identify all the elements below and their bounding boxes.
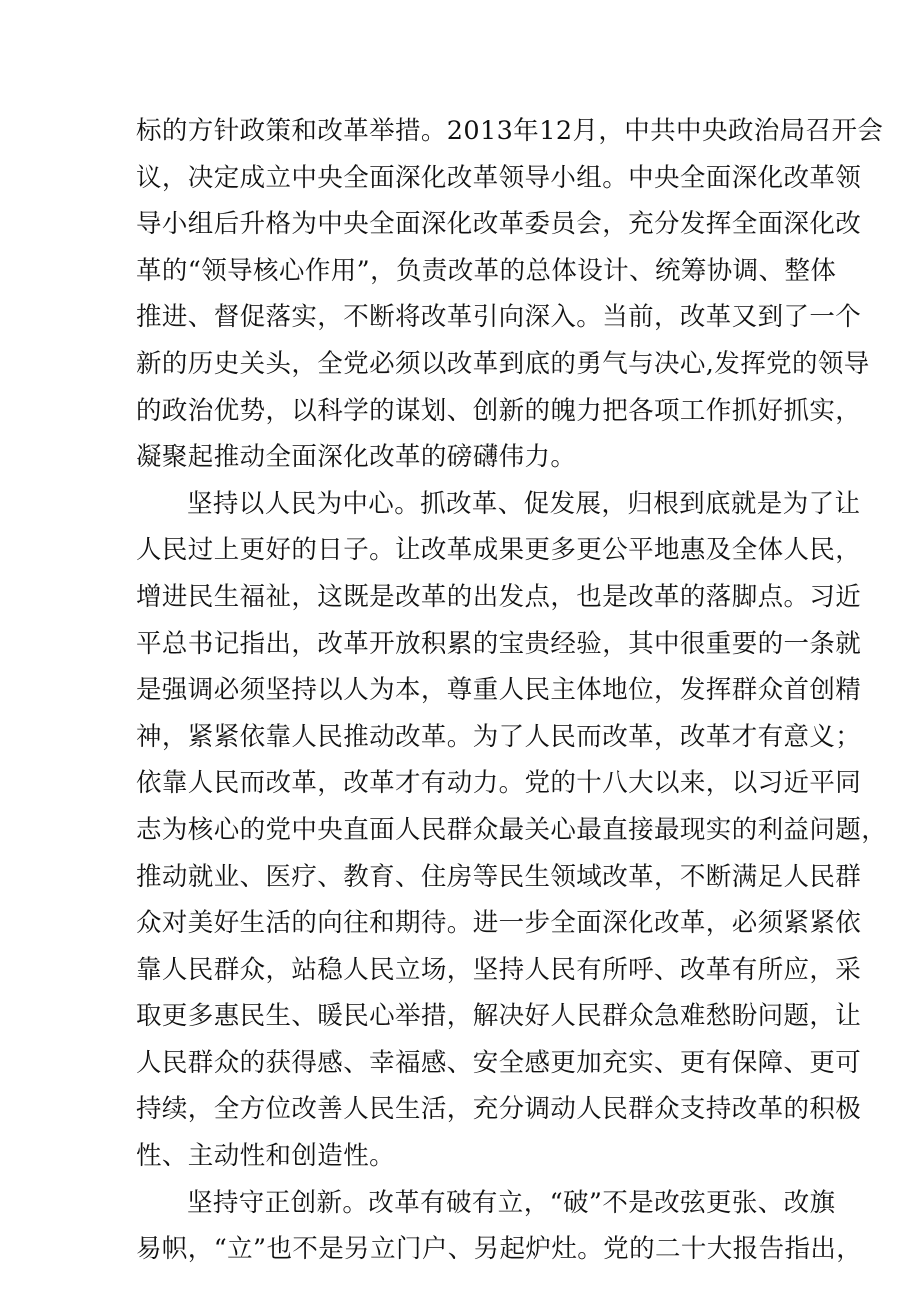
text-line: 坚持以人民为中心。抓改革、促发展，归根到底就是为了让: [187, 488, 861, 519]
text-line: 坚持守正创新。改革有破有立，“破”不是改弦更张、改旗: [187, 1187, 836, 1218]
text-line: 增进民生福祉，这既是改革的出发点，也是改革的落脚点。习近: [136, 581, 862, 612]
text-line: 推动就业、医疗、教育、住房等民生领域改革，不断满足人民群: [136, 861, 862, 892]
text-line: 持续，全方位改善人民生活，充分调动人民群众支持改革的积极: [136, 1094, 862, 1125]
text-line: 取更多惠民生、暖民心举措，解决好人民群众急难愁盼问题，让: [136, 1001, 862, 1032]
text-line: 众对美好生活的向往和期待。进一步全面深化改革，必须紧紧依: [136, 908, 862, 939]
paragraph-1: [136, 108, 884, 481]
text-line: 推进、督促落实，不断将改革引向深入。当前，改革又到了一个: [136, 302, 862, 333]
text-line: 人民群众的获得感、幸福感、安全感更加充实、更有保障、更可: [136, 1047, 862, 1078]
text-line: 是强调必须坚持以人为本，尊重人民主体地位，发挥群众首创精: [136, 675, 862, 706]
text-line: 平总书记指出，改革开放积累的宝贵经验，其中很重要的一条就: [136, 628, 862, 659]
text-line: 议，决定成立中央全面深化改革领导小组。中央全面深化改革领: [136, 162, 862, 193]
text-line: 依靠人民而改革，改革才有动力。党的十八大以来，以习近平同: [136, 768, 862, 799]
text-line: 的政治优势，以科学的谋划、创新的魄力把各项工作抓好抓实，: [136, 395, 862, 426]
text-line: 革的“领导核心作用”，负责改革的总体设计、统筹协调、整体: [136, 255, 837, 286]
paragraph-2: [136, 481, 888, 1180]
text-line: 易帜，“立”也不是另立门户、另起炉灶。党的二十大报告指出，: [136, 1234, 863, 1265]
text-line: 人民过上更好的日子。让改革成果更多更公平地惠及全体人民，: [136, 535, 862, 566]
document-body: [136, 108, 888, 1273]
text-line: 性、主动性和创造性。: [136, 1141, 396, 1172]
text-line: 靠人民群众，站稳人民立场，坚持人民有所呼、改革有所应，采: [136, 954, 862, 985]
paragraph-3: [136, 1180, 863, 1273]
text-line: 标的方针政策和改革举措。2013年12月，中共中央政治局召开会: [136, 116, 884, 146]
text-line: 导小组后升格为中央全面深化改革委员会，充分发挥全面深化改: [136, 209, 862, 240]
text-line: 新的历史关头，全党必须以改革到底的勇气与决心,发挥党的领导: [136, 348, 870, 379]
text-line: 志为核心的党中央直面人民群众最关心最直接最现实的利益问题，: [136, 814, 888, 845]
text-line: 凝聚起推动全面深化改革的磅礴伟力。: [136, 442, 577, 473]
text-line: 神，紧紧依靠人民推动改革。为了人民而改革，改革才有意义；: [136, 721, 862, 752]
